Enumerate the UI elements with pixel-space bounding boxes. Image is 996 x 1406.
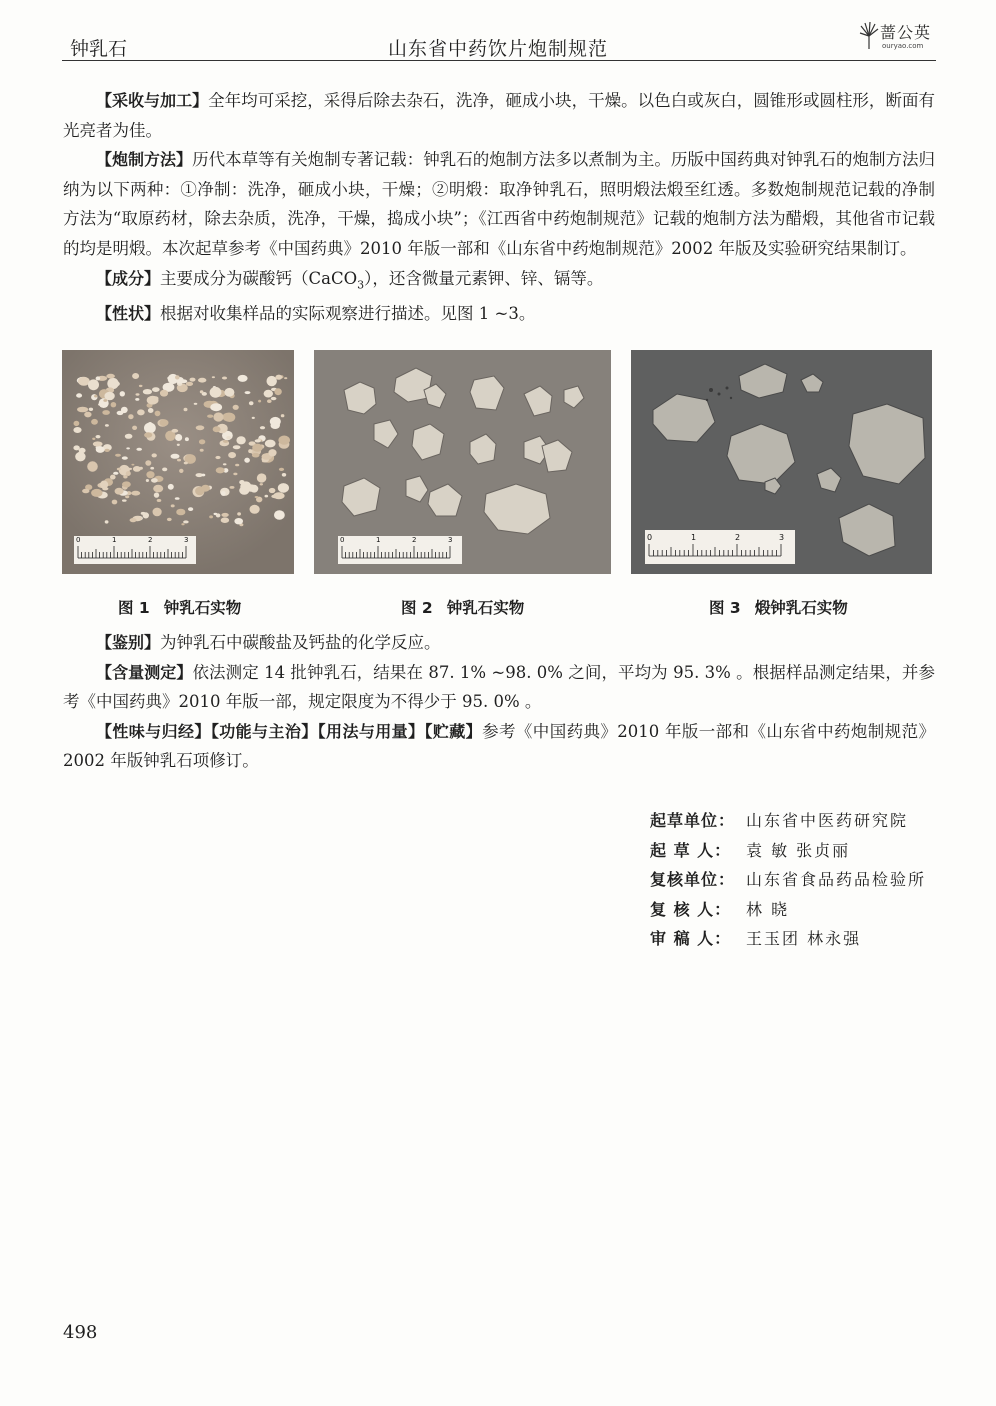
credit-value: 袁 敏 张贞丽 bbox=[746, 840, 851, 860]
logo-url: ouryao.com bbox=[882, 42, 924, 50]
photo-stalactite-fragments bbox=[62, 350, 294, 574]
figure-number: 图 1 bbox=[118, 599, 150, 617]
photo-stalactite-pieces bbox=[314, 350, 611, 574]
paragraph-text: 为钟乳石中碳酸盐及钙盐的化学反应。 bbox=[160, 633, 441, 652]
header-rule bbox=[62, 60, 936, 61]
paragraph-identification bbox=[63, 628, 935, 658]
page-number: 498 bbox=[63, 1322, 98, 1343]
ruler-label: 0 bbox=[340, 536, 345, 544]
ruler-label: 2 bbox=[412, 536, 417, 544]
section-tag: 【成分】 bbox=[96, 268, 161, 288]
figure-number: 图 2 bbox=[401, 599, 433, 617]
credit-row bbox=[650, 806, 926, 836]
section-tag: 【性味与归经】【功能与主治】【用法与用量】【贮藏】 bbox=[96, 721, 483, 741]
credits-block bbox=[650, 806, 926, 954]
header-section-title: 钟乳石 bbox=[70, 38, 128, 60]
body-text-top bbox=[63, 86, 935, 329]
paragraph-text: 全年均可采挖，采得后除去杂石，洗净，砸成小块，干燥。以色白或灰白，圆锥形或圆柱形，断面有光亮者为佳。 bbox=[63, 91, 935, 140]
paragraph-assay bbox=[63, 658, 935, 717]
ruler-label: 2 bbox=[148, 536, 153, 544]
paragraph-text: 依法测定 14 批钟乳石，结果在 87. 1% ~98. 0% 之间，平均为 95. 3% 。根据样品测定结果，并参考《中国药典》2010 年版一部，规定限度为不得少于 95. 0% 。 bbox=[63, 662, 935, 712]
ruler-label: 3 bbox=[184, 536, 189, 544]
ruler bbox=[74, 536, 196, 564]
figure-caption-1 bbox=[118, 596, 241, 618]
paragraph-text: 参考《中国药典》2010 年版一部和《山东省中药炮制规范》2002 年版钟乳石项修订。 bbox=[63, 721, 935, 771]
section-tag: 【炮制方法】 bbox=[96, 150, 193, 170]
section-tag: 【含量测定】 bbox=[96, 662, 193, 682]
credit-row bbox=[650, 836, 926, 866]
header-book-title: 山东省中药饮片炮制规范 bbox=[387, 38, 608, 60]
figure-caption-3 bbox=[709, 596, 848, 618]
credit-row bbox=[650, 924, 926, 954]
credit-label: 复 核 人： bbox=[650, 899, 732, 919]
watermark-logo bbox=[858, 20, 938, 54]
figure-caption-text: 钟乳石实物 bbox=[163, 599, 242, 617]
figure-caption-text: 钟乳石实物 bbox=[446, 599, 525, 617]
credit-label: 起草单位： bbox=[650, 811, 736, 830]
figure-row bbox=[0, 350, 996, 630]
section-tag: 【采收与加工】 bbox=[96, 91, 209, 110]
paragraph-text: 主要成分为碳酸钙（CaCO bbox=[160, 268, 358, 288]
figure-caption-text: 煅钟乳石实物 bbox=[754, 599, 848, 617]
paragraph-text: 根据对收集样品的实际观察进行描述。见图 1 ~3。 bbox=[160, 304, 536, 324]
credit-value: 山东省中医药研究院 bbox=[746, 811, 909, 830]
paragraph-character bbox=[63, 299, 935, 329]
credit-row bbox=[650, 865, 926, 895]
paragraph-text: 历代本草等有关炮制专著记载：钟乳石的炮制方法多以煮制为主。历版中国药典对钟乳石的炮制方法归纳为以下两种：①净制：洗净，砸成小块，干燥；②明煅：取净钟乳石，照明煅法煅至红透。多数炮制规范记载的净制方法为“取原药材，除去杂质，洗净，干燥，捣成小块”；《江西省中药炮制规范》记载的炮制方法为醋煅，其他省市记载的均是明煅。本次起草参考《中国药典》2010 年版一部和《山东省中药炮制规范》2002 年版及实验研究结果制订。 bbox=[63, 150, 935, 258]
credit-value: 王玉团 林永强 bbox=[746, 929, 862, 948]
credit-value: 林 晓 bbox=[746, 899, 790, 919]
ruler-label: 0 bbox=[647, 533, 653, 542]
body-text-bottom bbox=[63, 628, 935, 776]
ruler-label: 2 bbox=[735, 533, 741, 542]
credit-value: 山东省食品药品检验所 bbox=[746, 870, 927, 889]
logo-text: 蔷公英 bbox=[880, 23, 932, 42]
ruler-label: 3 bbox=[779, 533, 785, 542]
credit-label: 起 草 人： bbox=[650, 840, 732, 860]
credit-label: 审 稿 人： bbox=[650, 929, 732, 948]
photo-calcined-stalactite bbox=[631, 350, 932, 574]
figure-number: 图 3 bbox=[709, 599, 741, 617]
ruler bbox=[338, 536, 462, 564]
paragraph-harvest bbox=[63, 86, 935, 145]
paragraph-properties bbox=[63, 717, 935, 776]
section-tag: 【鉴别】 bbox=[96, 633, 161, 652]
credit-row bbox=[650, 895, 926, 925]
running-header bbox=[62, 30, 934, 60]
formula-subscript: 3 bbox=[357, 277, 365, 291]
paragraph-processing bbox=[63, 145, 935, 263]
paragraph-text: ），还含微量元素钾、锌、镉等。 bbox=[364, 268, 604, 288]
ruler bbox=[645, 530, 795, 564]
paragraph-components bbox=[63, 264, 935, 300]
section-tag: 【性状】 bbox=[96, 304, 161, 324]
ruler-label: 3 bbox=[448, 536, 453, 544]
ruler-label: 1 bbox=[112, 536, 117, 544]
ruler-label: 1 bbox=[376, 536, 381, 544]
dandelion-icon bbox=[858, 20, 880, 50]
ruler-label: 1 bbox=[691, 533, 697, 542]
ruler-label: 0 bbox=[76, 536, 81, 544]
figure-caption-2 bbox=[401, 596, 524, 618]
credit-label: 复核单位： bbox=[650, 870, 736, 889]
